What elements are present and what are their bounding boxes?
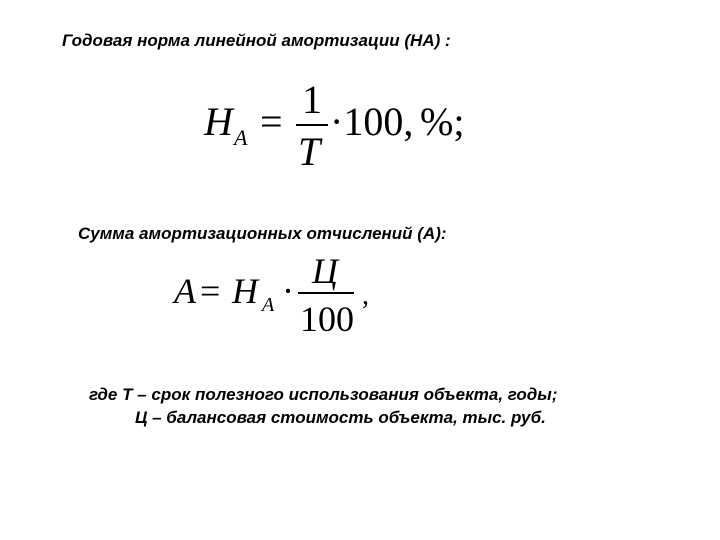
formula2-fraction-bar (298, 292, 354, 294)
formula1-rest: ·100, (330, 99, 414, 144)
formula2-dot: · (282, 271, 294, 311)
formula1-fraction-bar (296, 124, 328, 126)
formula2-numerator: Ц (312, 251, 338, 291)
formula1-lhs-subscript: A (234, 125, 248, 150)
note-line-cost: Ц – балансовая стоимость объекта, тыс. руб. (135, 408, 546, 427)
formula2-denominator: 100 (300, 299, 354, 339)
formula2-lhs: A (174, 271, 196, 311)
formula2-equals: = (200, 271, 221, 311)
formula1-unit: %; (420, 99, 465, 144)
formula1-denominator: T (298, 129, 321, 174)
heading-annual-rate: Годовая норма линейной амортизации (НА) : (62, 31, 451, 50)
note-line-term: где Т – срок полезного использования объекта, годы; (89, 385, 558, 404)
formula2-trail: , (362, 280, 369, 311)
formula2-symbol: H (232, 271, 258, 311)
formula1-numerator: 1 (302, 77, 322, 122)
formula1-lhs-symbol: H (204, 99, 233, 144)
formula2-subscript: A (262, 294, 275, 316)
heading-depreciation-sum: Сумма амортизационных отчислений (А): (78, 224, 447, 243)
formula1-equals: = (260, 99, 283, 144)
